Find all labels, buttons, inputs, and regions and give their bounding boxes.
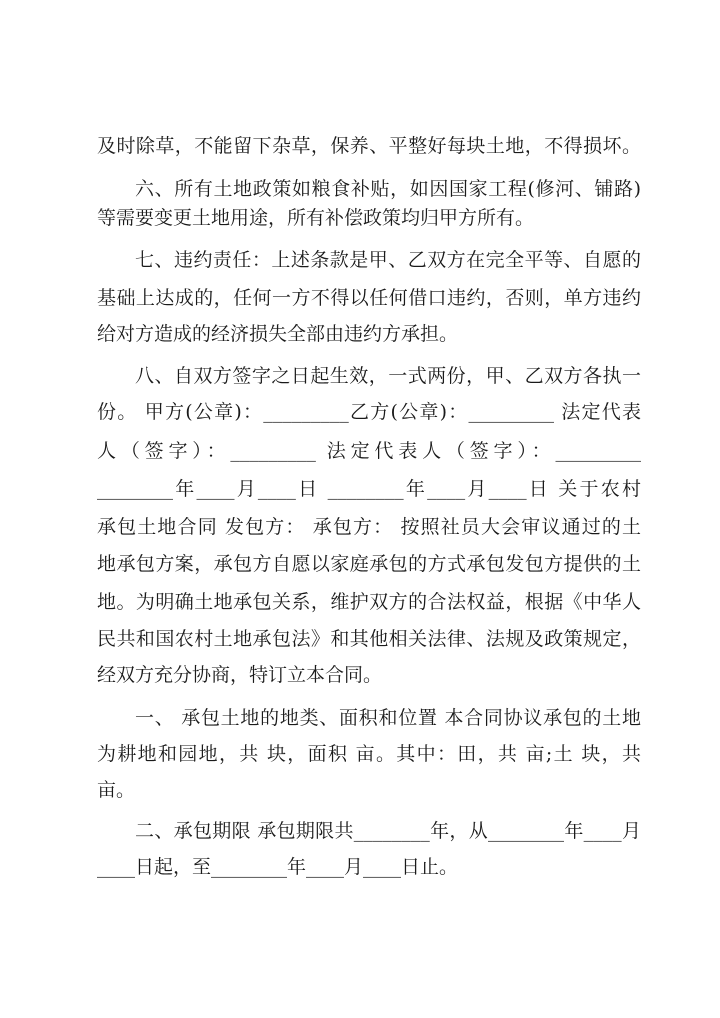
text-line: 亩。 — [97, 779, 136, 801]
text-line: 为耕地和园地，共 块，面积 亩。其中：田，共 亩;土 块，共 — [97, 743, 641, 765]
text-line: 地。为明确土地承包关系，维护双方的合法权益，根据《中华人 — [97, 591, 641, 613]
text-line: 一、 承包土地的地类、面积和位置 本合同协议承包的土地 — [135, 707, 641, 729]
text-line: 七、违约责任：上述条款是甲、乙双方在完全平等、自愿的 — [135, 249, 641, 271]
text-line: 人（签字）：_________ 法定代表人（签字）：_________ — [97, 440, 641, 462]
text-line: 基础上达成的，任何一方不得以任何借口违约，否则，单方违约 — [97, 287, 641, 309]
text-line: 二、承包期限 承包期限共________年，从________年____月 — [135, 820, 641, 842]
text-line: 经双方充分协商，特订立本合同。 — [97, 664, 383, 686]
text-line: 六、所有土地政策如粮食补贴，如因国家工程(修河、铺路) — [135, 178, 641, 200]
text-line: 份。 甲方(公章)：_________乙方(公章)：_________ 法定代表 — [97, 401, 641, 423]
text-line: 及时除草，不能留下杂草，保养、平整好每块土地，不得损坏。 — [97, 135, 641, 157]
text-line: ____日起，至________年____月____日止。 — [97, 856, 459, 878]
text-line: 给对方造成的经济损失全部由违约方承担。 — [97, 323, 459, 345]
text-line: 地承包方案，承包方自愿以家庭承包的方式承包发包方提供的土 — [97, 553, 641, 575]
text-line: 民共和国农村土地承包法》和其他相关法律、法规及政策规定， — [97, 628, 641, 650]
text-line: 等需要变更土地用途，所有补偿政策均归甲方所有。 — [97, 207, 535, 229]
text-line: 承包土地合同 发包方： 承包方： 按照社员大会审议通过的土 — [97, 516, 641, 538]
text-line: ________年____月____日 ________年____月____日 关于农村 — [97, 478, 641, 500]
text-line: 八、自双方签字之日起生效，一式两份，甲、乙双方各执一 — [135, 365, 641, 387]
